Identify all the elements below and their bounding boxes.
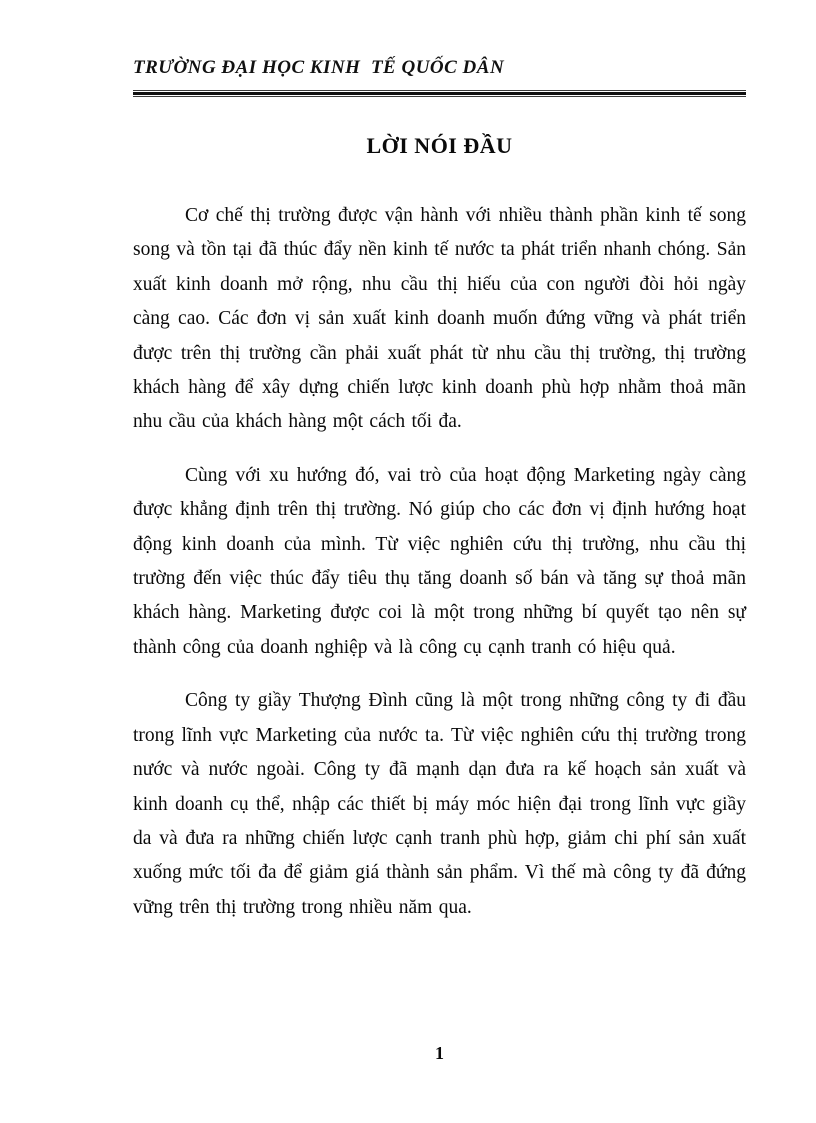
page-number: 1 [435,1043,444,1063]
body-text [133,199,746,925]
header-rule-thick-line [133,92,746,95]
paragraph-1: Cơ chế thị trường được vận hành với nhiều thành phần kinh tế song song và tồn tại đã thúc đẩy nền kinh tế nước ta phát triển nhanh chóng. Sản xuất kinh doanh mở rộng, nhu cầu thị hiếu của con người đòi hỏi ngày càng cao. Các đơn vị sản xuất kinh doanh muốn đứng vững và phát triển được trên thị trường cần phải xuất phát từ nhu cầu thị trường, thị trường khách hàng để xây dựng chiến lược kinh doanh phù hợp nhằm thoả mãn nhu cầu của khách hàng một cách tối đa. [133,205,746,433]
paragraph-2: Cùng với xu hướng đó, vai trò của hoạt động Marketing ngày càng được khẳng định trên thị trường. Nó giúp cho các đơn vị định hướng hoạt động kinh doanh của mình. Từ việc nghiên cứu thị trường, nhu cầu thị trường đến việc thúc đẩy tiêu thụ tăng doanh số bán và tăng sự thoả mãn khách hàng. Marketing được coi là một trong những bí quyết tạo nên sự thành công của doanh nghiệp và là công cụ cạnh tranh có hiệu quả. [133,464,746,658]
document-header: TRƯỜNG ĐẠI HỌC KINH TẾ QUỐC DÂN [133,57,505,78]
paragraph-3: Công ty giầy Thượng Đình cũng là một trong những công ty đi đầu trong lĩnh vực Marketing của nước ta. Từ việc nghiên cứu thị trường trong nước và nước ngoài. Công ty đã mạnh dạn đưa ra kế hoạch sản xuất và kinh doanh cụ thể, nhập các thiết bị máy móc hiện đại trong lĩnh vực giầy da và đưa ra những chiến lược cạnh tranh phù hợp, giảm chi phí sản xuất xuống mức tối đa để giảm giá thành sản phẩm. Vì thế mà công ty đã đứng vững trên thị trường trong nhiều năm qua. [133,690,746,918]
page-content [133,0,746,944]
header-rule [133,90,746,97]
page-title: LỜI NÓI ĐẦU [366,133,513,158]
